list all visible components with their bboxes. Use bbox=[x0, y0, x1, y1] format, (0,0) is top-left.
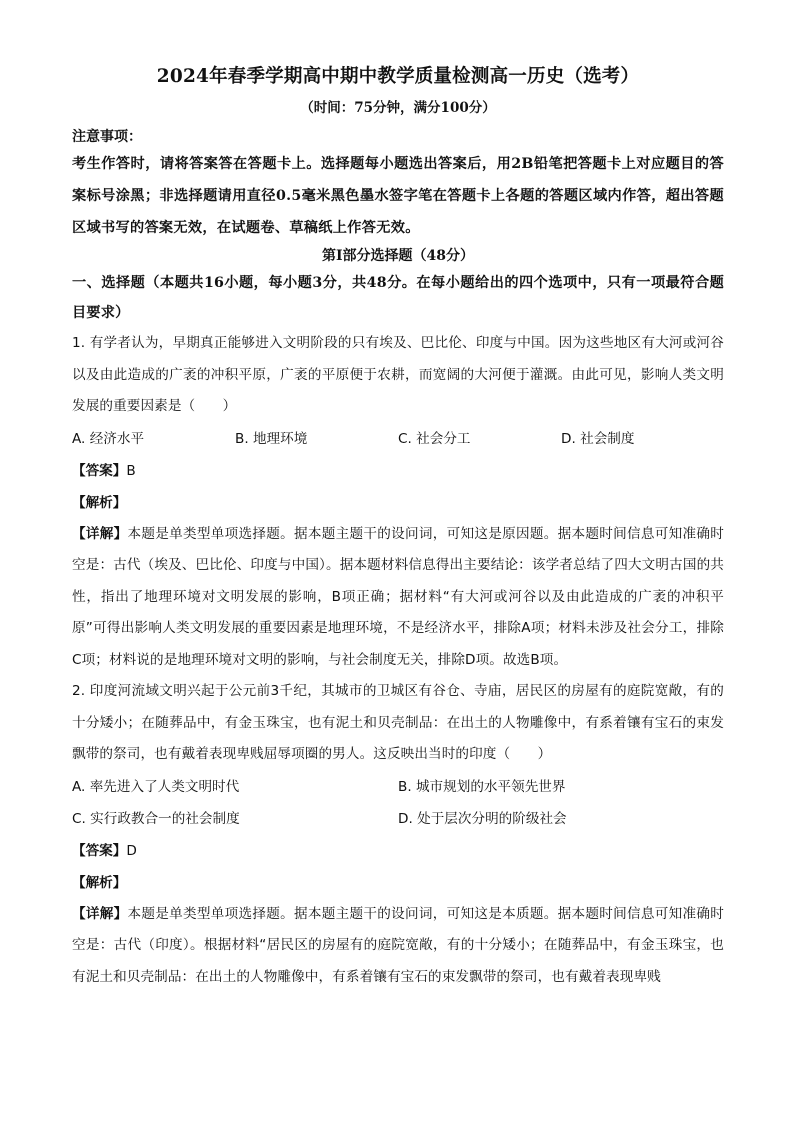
option-b: B. 地理环境 bbox=[235, 430, 308, 447]
question-1 bbox=[72, 328, 724, 676]
answer-label: 【答案】 bbox=[72, 842, 127, 859]
detail-body: 本题是单类型单项选择题。据本题主题干的设问词，可知这是本质题。据本题时间信息可知准确时空是：古代（印度）。根据材料“居民区的房屋有的庭院宽敞，有的十分矮小；在随葬品中，有金玉珠宝，也有泥土和贝壳制品：在出土的人物雕像中，有系着镶有宝石的束发飘带的祭司，也有戴着表现卑贱 bbox=[72, 905, 725, 985]
detail-body: 本题是单类型单项选择题。据本题主题干的设问词，可知这是原因题。据本题时间信息可知准确时空是：古代（埃及、巴比伦、印度与中国）。据本题材料信息得出主要结论：该学者总结了四大文明古国的共性，指出了地理环境对文明发展的影响，B项正确；据材料“有大河或河谷以及由此造成的广袤的冲积平原”可得出影响人类文明发展的重要因素是地理环境，不是经济水平，排除A项；材料未涉及社会分工，排除C项；材料说的是地理环境对文明的影响，与社会制度无关，排除D项。故选B项。 bbox=[72, 525, 725, 668]
exam-subtitle: （时间：75分钟，满分100分） bbox=[300, 100, 496, 116]
detail-text bbox=[72, 899, 724, 994]
question-2 bbox=[72, 676, 724, 993]
option-b: B. 城市规划的水平领先世界 bbox=[398, 778, 566, 795]
detail-label: 【详解】 bbox=[72, 525, 128, 542]
analysis-label: 【解析】 bbox=[72, 874, 127, 891]
answer-value: D bbox=[126, 842, 137, 859]
section-heading: 一、选择题（本题共16小题，每小题3分，共48分。在每小题给出的四个选项中，只有一项最符合题目要求） bbox=[72, 275, 724, 321]
option-list bbox=[72, 771, 724, 803]
answer-label: 【答案】 bbox=[72, 462, 127, 479]
option-c: C. 社会分工 bbox=[398, 430, 471, 447]
question-stem: 2. 印度河流域文明兴起于公元前3千纪，其城市的卫城区有谷仓、寺庙，居民区的房屋有的庭院宽敞，有的十分矮小；在随葬品中，有金玉珠宝，也有泥土和贝壳制品：在出土的人物雕像中，有系着镶有宝石的束发飘带的祭司，也有戴着表现卑贱屈辱项圈的男人。这反映出当时的印度（ ） bbox=[72, 683, 724, 762]
answer-line bbox=[72, 835, 724, 867]
part-title: 第Ⅰ部分选择题（48分） bbox=[321, 248, 475, 264]
answer-value: B bbox=[126, 462, 136, 479]
analysis-label: 【解析】 bbox=[72, 494, 127, 511]
option-d: D. 处于层次分明的阶级社会 bbox=[398, 810, 567, 827]
notice-body: 考生作答时，请将答案答在答题卡上。选择题每小题选出答案后，用2B铅笔把答题卡上对应题目的答案标号涂黑；非选择题请用直径0.5毫米黑色墨水签字笔在答题卡上各题的答题区域内作答，超出答题区域书写的答案无效，在试题卷、草稿纸上作答无效。 bbox=[72, 156, 724, 236]
option-list bbox=[72, 423, 724, 455]
question-stem: 1. 有学者认为，早期真正能够进入文明阶段的只有埃及、巴比伦、印度与中国。因为这些地区有大河或河谷以及由此造成的广袤的冲积平原，广袤的平原便于农耕，而宽阔的大河便于灌溉。由此可见，影响人类文明发展的重要因素是（ ） bbox=[72, 335, 724, 414]
option-c: C. 实行政教合一的社会制度 bbox=[72, 810, 240, 827]
option-d: D. 社会制度 bbox=[561, 430, 635, 447]
answer-line bbox=[72, 455, 724, 487]
detail-label: 【详解】 bbox=[72, 905, 128, 922]
detail-text bbox=[72, 519, 724, 677]
option-list bbox=[72, 803, 724, 835]
option-a: A. 率先进入了人类文明时代 bbox=[72, 778, 240, 795]
exam-title: 2024年春季学期高中期中教学质量检测高一历史（选考） bbox=[156, 66, 640, 87]
exam-page bbox=[72, 64, 724, 993]
notice-heading: 注意事项： bbox=[72, 129, 142, 145]
option-a: A. 经济水平 bbox=[72, 430, 145, 447]
